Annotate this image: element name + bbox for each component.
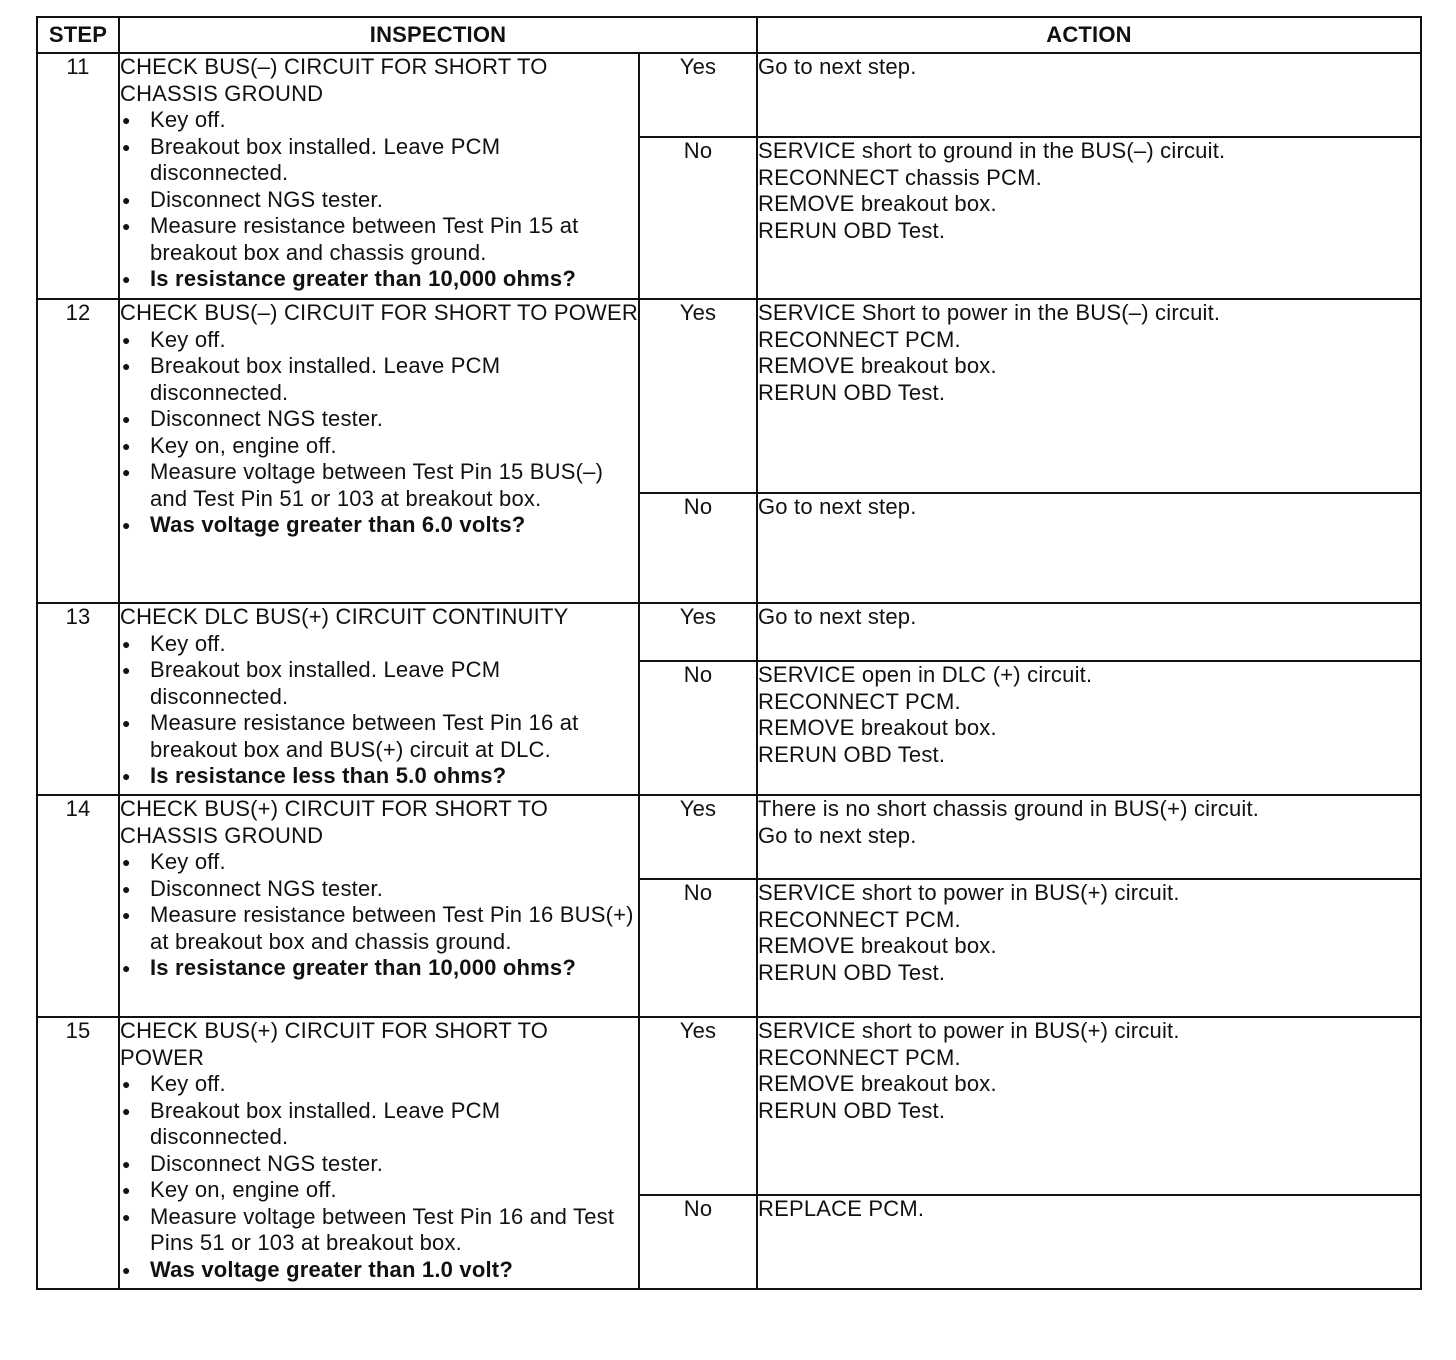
step-number: 14 — [37, 795, 119, 1017]
no-action-cell — [757, 661, 1421, 795]
action-line: There is no short chassis ground in BUS(+) circuit. — [758, 796, 1260, 821]
inspection-bullet: ● Breakout box installed. Leave PCM disconnected. — [120, 353, 638, 406]
inspection-question: ● Was voltage greater than 1.0 volt? — [120, 1257, 638, 1284]
steps-body — [37, 53, 1421, 1289]
step-column-header: STEP — [37, 17, 119, 53]
inspection-bullet: ● Disconnect NGS tester. — [120, 1151, 638, 1178]
action-line: RECONNECT PCM. — [758, 1044, 961, 1070]
inspection-steps-list — [120, 631, 638, 790]
no-action-cell — [757, 493, 1421, 603]
yes-action-cell — [757, 1017, 1421, 1195]
inspection-bullet: ● Key off. — [120, 1071, 638, 1098]
inspection-title: CHECK BUS(+) CIRCUIT FOR SHORT TO CHASSIS GROUND — [120, 796, 549, 848]
inspection-bullet: ● Breakout box installed. Leave PCM disconnected. — [120, 1098, 638, 1151]
inspection-bullet: ● Key off. — [120, 327, 638, 354]
inspection-title: CHECK BUS(–) CIRCUIT FOR SHORT TO POWER — [120, 300, 638, 325]
answer-yes: Yes — [639, 1017, 757, 1195]
step-number: 12 — [37, 299, 119, 603]
inspection-cell — [119, 299, 639, 603]
inspection-question: ● Was voltage greater than 6.0 volts? — [120, 512, 638, 539]
step-number: 13 — [37, 603, 119, 795]
answer-yes: Yes — [639, 299, 757, 493]
inspection-bullet: ● Breakout box installed. Leave PCM disconnected. — [120, 657, 638, 710]
action-line: RERUN OBD Test. — [758, 959, 946, 985]
inspection-bullet: ● Key off. — [120, 631, 638, 658]
action-line: Go to next step. — [758, 494, 917, 519]
inspection-steps-list — [120, 849, 638, 982]
inspection-bullet: ● Disconnect NGS tester. — [120, 406, 638, 433]
inspection-question: ● Is resistance greater than 10,000 ohms? — [120, 266, 638, 293]
action-line: Go to next step. — [758, 604, 917, 629]
action-line: SERVICE short to power in BUS(+) circuit. — [758, 880, 1180, 905]
inspection-bullet: ● Disconnect NGS tester. — [120, 187, 638, 214]
inspection-cell — [119, 795, 639, 1017]
inspection-bullet: ● Measure resistance between Test Pin 15 at breakout box and chassis ground. — [120, 213, 638, 266]
table-header-row — [37, 17, 1421, 53]
action-line: SERVICE short to ground in the BUS(–) circuit. — [758, 138, 1226, 163]
inspection-column-header: INSPECTION — [119, 17, 757, 53]
inspection-question: ● Is resistance greater than 10,000 ohms? — [120, 955, 638, 982]
action-line: REMOVE breakout box. — [758, 353, 997, 378]
inspection-bullet: ● Measure voltage between Test Pin 16 and Test Pins 51 or 103 at breakout box. — [120, 1204, 638, 1257]
yes-action-cell — [757, 53, 1421, 137]
action-line: REPLACE PCM. — [758, 1196, 925, 1221]
inspection-bullet: ● Measure voltage between Test Pin 15 BUS(–) and Test Pin 51 or 103 at breakout box. — [120, 459, 638, 512]
step-row-yes — [37, 53, 1421, 137]
step-row-yes — [37, 603, 1421, 661]
answer-no: No — [639, 879, 757, 1017]
inspection-title: CHECK BUS(+) CIRCUIT FOR SHORT TO POWER — [120, 1018, 549, 1070]
inspection-bullet: ● Key on, engine off. — [120, 433, 638, 460]
answer-no: No — [639, 493, 757, 603]
action-line: Go to next step. — [758, 54, 917, 79]
no-action-cell — [757, 137, 1421, 299]
action-line: REMOVE breakout box. — [758, 715, 997, 740]
answer-no: No — [639, 137, 757, 299]
answer-no: No — [639, 1195, 757, 1289]
action-line: SERVICE open in DLC (+) circuit. — [758, 662, 1093, 687]
step-row-yes — [37, 1017, 1421, 1195]
inspection-question: ● Is resistance less than 5.0 ohms? — [120, 763, 638, 790]
action-line: RERUN OBD Test. — [758, 217, 946, 243]
action-line: RECONNECT PCM. — [758, 688, 961, 714]
answer-yes: Yes — [639, 53, 757, 137]
action-line: RERUN OBD Test. — [758, 379, 946, 405]
yes-action-cell — [757, 795, 1421, 879]
step-row-yes — [37, 299, 1421, 493]
yes-action-cell — [757, 603, 1421, 661]
inspection-bullet: ● Disconnect NGS tester. — [120, 876, 638, 903]
action-line: SERVICE short to power in BUS(+) circuit. — [758, 1018, 1180, 1043]
inspection-bullet: ● Breakout box installed. Leave PCM disconnected. — [120, 134, 638, 187]
action-line: REMOVE breakout box. — [758, 933, 997, 958]
action-line: RECONNECT PCM. — [758, 326, 961, 352]
inspection-title: CHECK BUS(–) CIRCUIT FOR SHORT TO CHASSIS GROUND — [120, 54, 548, 106]
no-action-cell — [757, 879, 1421, 1017]
action-line: REMOVE breakout box. — [758, 1071, 997, 1096]
action-line: SERVICE Short to power in the BUS(–) circuit. — [758, 300, 1221, 325]
diagnostic-table — [36, 16, 1422, 1290]
step-number: 11 — [37, 53, 119, 299]
answer-no: No — [639, 661, 757, 795]
action-line: RECONNECT PCM. — [758, 906, 961, 932]
inspection-bullet: ● Key off. — [120, 849, 638, 876]
inspection-cell — [119, 603, 639, 795]
step-row-yes — [37, 795, 1421, 879]
answer-yes: Yes — [639, 795, 757, 879]
action-line: REMOVE breakout box. — [758, 191, 997, 216]
inspection-steps-list — [120, 107, 638, 293]
inspection-cell — [119, 1017, 639, 1289]
inspection-steps-list — [120, 327, 638, 539]
answer-yes: Yes — [639, 603, 757, 661]
inspection-bullet: ● Measure resistance between Test Pin 16 BUS(+) at breakout box and chassis ground. — [120, 902, 638, 955]
no-action-cell — [757, 1195, 1421, 1289]
inspection-steps-list — [120, 1071, 638, 1283]
action-line: RECONNECT chassis PCM. — [758, 164, 1042, 190]
action-line: RERUN OBD Test. — [758, 1097, 946, 1123]
inspection-cell — [119, 53, 639, 299]
inspection-bullet: ● Key on, engine off. — [120, 1177, 638, 1204]
inspection-bullet: ● Measure resistance between Test Pin 16 at breakout box and BUS(+) circuit at DLC. — [120, 710, 638, 763]
action-line: RERUN OBD Test. — [758, 741, 946, 767]
action-line: Go to next step. — [758, 822, 917, 848]
step-number: 15 — [37, 1017, 119, 1289]
action-column-header: ACTION — [757, 17, 1421, 53]
inspection-bullet: ● Key off. — [120, 107, 638, 134]
yes-action-cell — [757, 299, 1421, 493]
inspection-title: CHECK DLC BUS(+) CIRCUIT CONTINUITY — [120, 604, 569, 629]
